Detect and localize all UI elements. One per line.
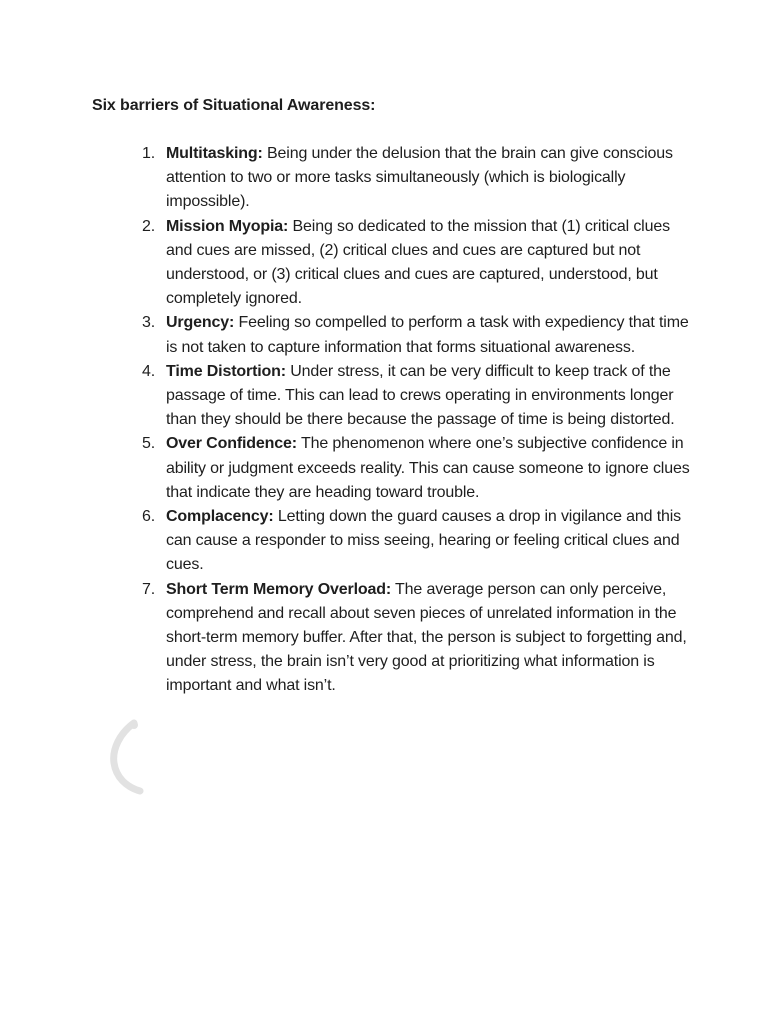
- barrier-term: Mission Myopia:: [166, 217, 289, 235]
- barrier-description: Letting down the guard causes a drop in vigilance and this can cause a responder to miss seeing, hearing or feeling critical clues and cues.: [166, 508, 682, 574]
- barrier-term: Short Term Memory Overload:: [166, 580, 392, 598]
- barrier-number: 3.: [142, 314, 156, 332]
- barrier-item-mission-myopia: [130, 215, 690, 312]
- barrier-description: Under stress, it can be very difficult to keep track of the passage of time. This can lead to crews operating in environments longer than they should be there because the passage of time is being distorted.: [166, 362, 675, 429]
- watermark-dot: [130, 721, 138, 729]
- barrier-term: Urgency:: [166, 314, 235, 332]
- watermark-stroke: [114, 723, 140, 791]
- barrier-term: Time Distortion:: [166, 362, 286, 380]
- barrier-number: 7.: [142, 580, 156, 598]
- barrier-item-time-distortion: [130, 360, 690, 433]
- barrier-number: 1.: [142, 145, 156, 162]
- barrier-number: 2.: [142, 217, 156, 235]
- barrier-item-multitasking: [130, 142, 690, 215]
- barrier-item-urgency: [130, 311, 690, 359]
- barrier-description: The phenomenon where one’s subjective confidence in ability or judgment exceeds reality. This can cause someone to ignore clues that indicate they are heading toward trouble.: [166, 435, 690, 501]
- barrier-term: Complacency:: [166, 508, 274, 526]
- barrier-term: Over Confidence:: [166, 435, 297, 453]
- barrier-list: [130, 142, 690, 699]
- barrier-number: 6.: [142, 508, 156, 526]
- barrier-item-complacency: [130, 505, 690, 578]
- barrier-description: Feeling so compelled to perform a task with expediency that time is not taken to capture information that forms situational awareness.: [166, 314, 689, 356]
- barrier-description: Being so dedicated to the mission that (1) critical clues and cues are missed, (2) critical clues and cues are captured but not understood, or (3) critical clues and cues are captured, understood, but completely ignored.: [166, 217, 670, 308]
- barrier-number: 4.: [142, 362, 156, 380]
- barrier-item-short-term-memory-overload: [130, 578, 690, 699]
- barrier-term: Multitasking:: [166, 145, 263, 162]
- barrier-number: 5.: [142, 435, 156, 453]
- watermark-mark-icon: [100, 715, 148, 795]
- barrier-description: Being under the delusion that the brain can give conscious attention to two or more tasks simultaneously (which is biologically impossible).: [166, 145, 673, 211]
- barrier-item-over-confidence: [130, 432, 690, 505]
- document-heading: Six barriers of Situational Awareness:: [92, 97, 376, 114]
- barrier-description: The average person can only perceive, comprehend and recall about seven pieces of unrelated information in the short-term memory buffer. After that, the person is subject to forgetting and, under stress, the brain isn’t very good at prioritizing what information is important and what isn’t.: [166, 580, 687, 695]
